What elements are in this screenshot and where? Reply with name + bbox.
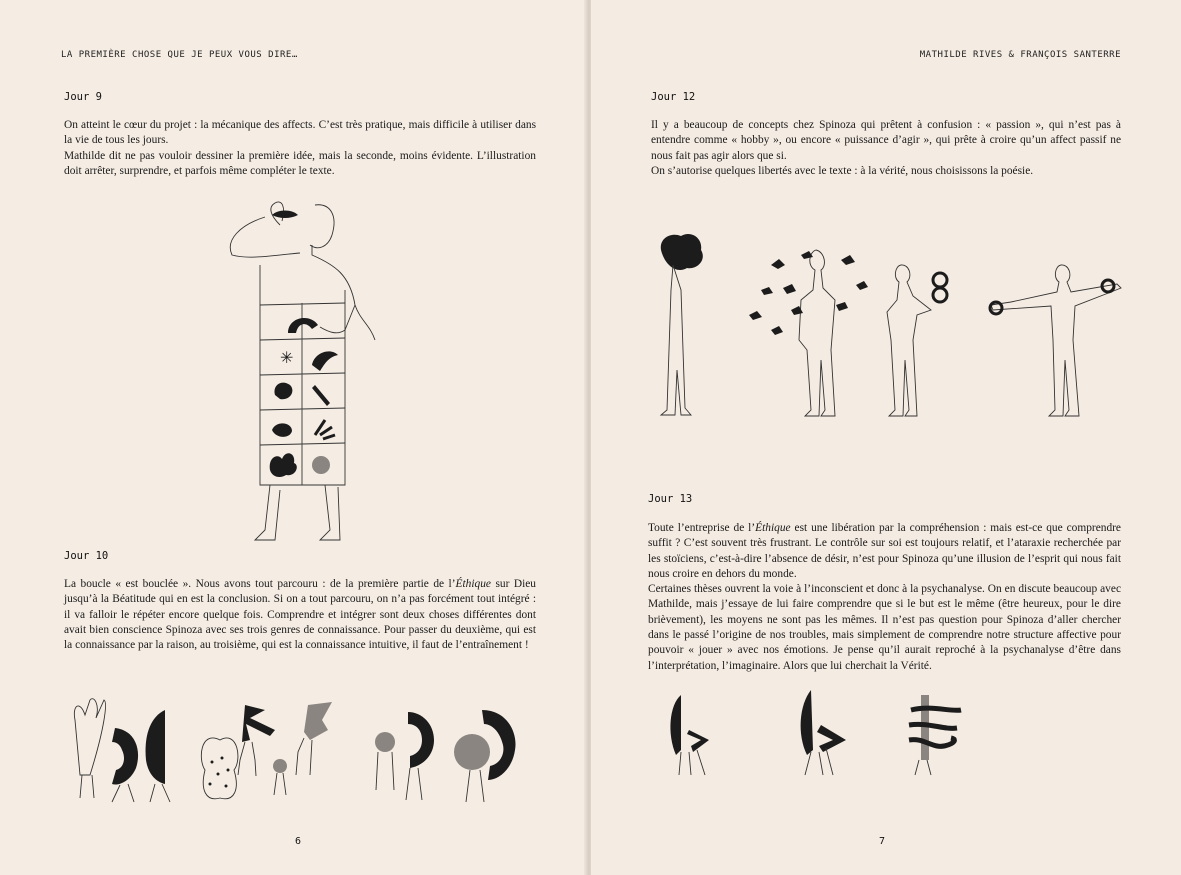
standing-figures-illustration <box>651 230 1131 430</box>
running-head-left: LA PREMIÈRE CHOSE QUE JE PEUX VOUS DIRE… <box>61 50 298 60</box>
ethique-title: Éthique <box>455 578 491 590</box>
jour-12-paragraph-2: On s’autorise quelques libertés avec le texte : à la vérité, nous choisissons la poésie. <box>651 164 1034 177</box>
jour-9-heading: Jour 9 <box>64 91 102 103</box>
jour-10-heading: Jour 10 <box>64 550 109 562</box>
jour-9-text <box>64 118 536 179</box>
figures-row-illustration-left <box>60 690 530 815</box>
figures-row-illustration-right <box>661 690 1081 790</box>
jour-12-heading: Jour 12 <box>651 91 696 103</box>
jour-9-paragraph-1: On atteint le cœur du projet : la mécanique des affects. C’est très pratique, mais difficile à utiliser dans la vie de tous les jours. <box>64 119 536 147</box>
running-head-right: MATHILDE RIVES & FRANÇOIS SANTERRE <box>919 50 1121 60</box>
jour-12-text <box>651 118 1121 179</box>
jour-10-paragraph-1: La boucle « est bouclée ». Nous avons tout parcouru : de la première partie de l’Éthique sur Dieu jusqu’à la Béatitude qui en est la conclusion. Si on a tout parcouru, on n’a pas forcément tout intégré : il va falloir le répéter encore quelque fois. Comprendre et intégrer sont deux choses différentes dont avait bien conscience Spinoza avec ses trois genres de connaissance. Pour passer du deuxième, qui est la connaissance par la raison, au troisième, qui est la connaissance intuitive, il faut de l’entraînement ! <box>64 578 536 652</box>
right-page <box>591 0 1181 875</box>
jour-13-heading: Jour 13 <box>648 493 693 505</box>
cabinet-figure-illustration <box>220 195 390 550</box>
page-number-right: 7 <box>879 836 886 847</box>
ethique-title-2: Éthique <box>755 522 791 534</box>
page-number-left: 6 <box>295 836 302 847</box>
jour-13-paragraph-2: Certaines thèses ouvrent la voie à l’inconscient et donc à la psychanalyse. On en discute beaucoup avec Mathilde, mais j’essaye de lui faire comprendre que si le but est le même (être heureux, pour le dire brièvement), les moyens ne sont pas les mêmes. Il n’est pas question pour Spinoza d’aller chercher dans le passé l’origine de nos troubles, mais simplement de comprendre notre structure affective pour pouvoir « jouer » avec nos émotions. Je pense qu’il aurait reproché à la psychanalyse d’être dans l’interprétation, l’imaginaire. Alors que lui cherchait la Vérité. <box>648 583 1121 672</box>
jour-10-text <box>64 577 536 653</box>
jour-13-text <box>648 521 1121 674</box>
left-page <box>0 0 588 875</box>
jour-9-paragraph-2: Mathilde dit ne pas vouloir dessiner la première idée, mais la seconde, moins évidente. L’illustration doit arrêter, surprendre, et parfois même compléter le texte. <box>64 149 536 177</box>
jour-12-paragraph-1: Il y a beaucoup de concepts chez Spinoza qui prêtent à confusion : « passion », qui n’est pas à entendre comme « hobby », ou encore « puissance d’agir », qui prête à croire qu’un affect passif ne nous fait pas agir alors que si. <box>651 119 1121 162</box>
svg-text:✳: ✳ <box>280 350 294 367</box>
jour-13-paragraph-1: Toute l’entreprise de l’Éthique est une libération par la compréhension : mais est-ce que comprendre suffit ? C’est souvent très frustrant. Le contrôle sur soi est toujours relatif, et l’ataraxie recherchée par les stoïciens, c’est-à-dire l’absence de désir, n’est pour Spinoza qu’une illusion de l’esprit qui nous fait nous croire en dehors du monde. <box>648 522 1121 580</box>
